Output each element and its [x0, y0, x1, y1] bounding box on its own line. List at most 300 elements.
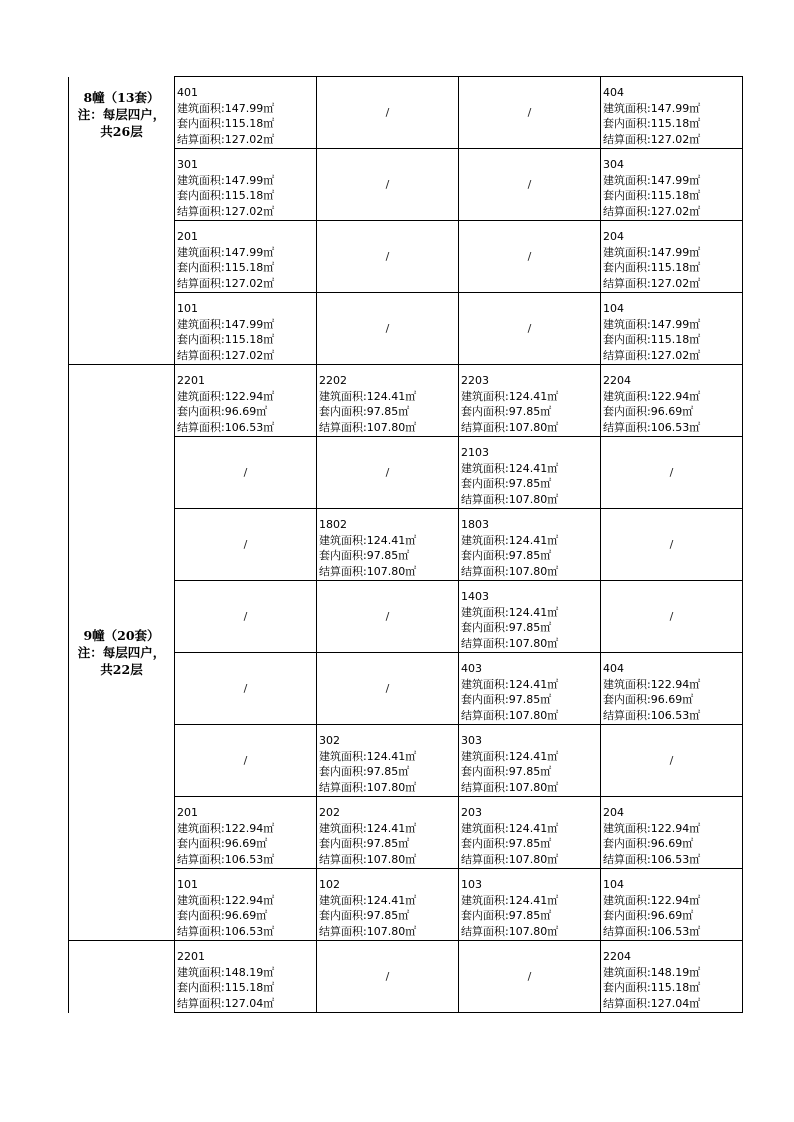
unit-cell: [459, 437, 601, 509]
empty-unit-slash: /: [243, 537, 248, 551]
settlement-area-label: 结算面积:: [603, 924, 651, 938]
building-area-value: 124.41㎡: [366, 533, 417, 547]
building-area: [461, 461, 600, 477]
building-label-cell: [69, 941, 175, 1013]
empty-unit-slash: /: [243, 753, 248, 767]
building-area: [461, 533, 600, 549]
unit-info: [459, 509, 600, 579]
settlement-area-value: 107.80㎡: [508, 924, 559, 938]
inner-area: [461, 548, 600, 564]
settlement-area-value: 106.53㎡: [650, 924, 701, 938]
inner-area-label: 套内面积:: [177, 261, 225, 274]
settlement-area: [177, 348, 316, 364]
building-area-label: 建筑面积:: [603, 245, 651, 259]
inner-area: [177, 980, 316, 996]
settlement-area: [177, 204, 316, 220]
empty-unit-slash: /: [669, 465, 674, 479]
inner-area: [177, 836, 316, 852]
building-area: [319, 821, 458, 837]
unit-cell: [459, 221, 601, 293]
building-area: [177, 965, 316, 981]
unit-info: [601, 941, 742, 1011]
unit-info: [175, 221, 316, 291]
inner-area-value: 96.69㎡: [650, 693, 694, 706]
settlement-area-value: 127.04㎡: [224, 996, 275, 1010]
inner-area-value: 115.18㎡: [224, 333, 275, 346]
unit-cell: [317, 149, 459, 221]
inner-area-label: 套内面积:: [461, 765, 509, 778]
building-area-label: 建筑面积:: [319, 533, 367, 547]
unit-number: 302: [319, 734, 340, 747]
settlement-area-label: 结算面积:: [319, 852, 367, 866]
empty-unit-slash: /: [527, 249, 532, 263]
inner-area-value: 97.85㎡: [366, 837, 410, 850]
unit-cell: [601, 653, 743, 725]
building-area: [603, 389, 742, 405]
unit-cell: [601, 221, 743, 293]
building-area-label: 建筑面积:: [177, 245, 225, 259]
building-area-value: 124.41㎡: [508, 677, 559, 691]
building-area-value: 124.41㎡: [508, 749, 559, 763]
inner-area: [177, 116, 316, 132]
settlement-area: [461, 420, 600, 436]
building-area-label: 建筑面积:: [177, 101, 225, 115]
empty-unit-slash: /: [669, 537, 674, 551]
unit-number: 204: [603, 806, 624, 819]
unit-info: [601, 653, 742, 723]
inner-area-value: 115.18㎡: [650, 189, 701, 202]
inner-area-label: 套内面积:: [319, 549, 367, 562]
building-area: [461, 893, 600, 909]
building-area-label: 建筑面积:: [603, 893, 651, 907]
unit-cell: [601, 509, 743, 581]
unit-cell: [459, 149, 601, 221]
unit-number: 101: [177, 302, 198, 315]
inner-area-value: 96.69㎡: [224, 837, 268, 850]
inner-area-label: 套内面积:: [603, 693, 651, 706]
unit-number: 2202: [319, 374, 347, 387]
settlement-area-value: 127.02㎡: [650, 276, 701, 290]
building-area-label: 建筑面积:: [461, 533, 509, 547]
inner-area-value: 97.85㎡: [508, 549, 552, 562]
unit-info: [175, 941, 316, 1011]
unit-number: 303: [461, 734, 482, 747]
building-area: [603, 821, 742, 837]
settlement-area-value: 107.80㎡: [366, 420, 417, 434]
unit-cell: [317, 437, 459, 509]
building-area-value: 124.41㎡: [366, 821, 417, 835]
unit-cell: [601, 869, 743, 941]
building-area: [461, 677, 600, 693]
building-area: [177, 101, 316, 117]
building-area-value: 124.41㎡: [366, 749, 417, 763]
building-area: [461, 389, 600, 405]
inner-area-value: 97.85㎡: [508, 909, 552, 922]
inner-area-label: 套内面积:: [319, 405, 367, 418]
building-area: [319, 533, 458, 549]
unit-cell: [317, 797, 459, 869]
settlement-area-label: 结算面积:: [603, 348, 651, 362]
settlement-area-value: 106.53㎡: [224, 420, 275, 434]
inner-area-label: 套内面积:: [319, 909, 367, 922]
building-label: [69, 627, 174, 678]
settlement-area: [603, 276, 742, 292]
settlement-area: [603, 204, 742, 220]
unit-info: [175, 797, 316, 867]
unit-cell: [175, 653, 317, 725]
building-area-value: 124.41㎡: [508, 821, 559, 835]
unit-cell: [175, 797, 317, 869]
settlement-area: [461, 924, 600, 940]
inner-area-label: 套内面积:: [177, 909, 225, 922]
building-area: [177, 893, 316, 909]
building-area: [603, 245, 742, 261]
building-area-value: 124.41㎡: [366, 893, 417, 907]
unit-cell: [317, 365, 459, 437]
inner-area-value: 115.18㎡: [650, 333, 701, 346]
empty-unit-slash: /: [385, 465, 390, 479]
inner-area-value: 97.85㎡: [508, 477, 552, 490]
building-area-label: 建筑面积:: [177, 965, 225, 979]
settlement-area-value: 106.53㎡: [650, 708, 701, 722]
unit-number: 104: [603, 302, 624, 315]
unit-number: 102: [319, 878, 340, 891]
building-area-value: 124.41㎡: [508, 893, 559, 907]
empty-unit-slash: /: [669, 609, 674, 623]
settlement-area-value: 106.53㎡: [224, 852, 275, 866]
unit-cell: [459, 725, 601, 797]
empty-unit-slash: /: [385, 969, 390, 983]
unit-cell: [459, 509, 601, 581]
unit-info: [601, 221, 742, 291]
unit-cell: [175, 77, 317, 149]
settlement-area-label: 结算面积:: [461, 564, 509, 578]
building-area: [177, 389, 316, 405]
inner-area-value: 97.85㎡: [366, 909, 410, 922]
building-area: [461, 605, 600, 621]
unit-area-table: [68, 76, 743, 1013]
building-area-value: 124.41㎡: [508, 605, 559, 619]
unit-cell: [175, 509, 317, 581]
building-area-label: 建筑面积:: [603, 173, 651, 187]
unit-cell: [459, 869, 601, 941]
settlement-area-label: 结算面积:: [461, 420, 509, 434]
unit-number: 204: [603, 230, 624, 243]
unit-info: [601, 869, 742, 939]
empty-unit-slash: /: [243, 465, 248, 479]
inner-area-value: 97.85㎡: [508, 405, 552, 418]
building-area: [319, 893, 458, 909]
building-area-value: 122.94㎡: [650, 893, 701, 907]
unit-info: [175, 869, 316, 939]
settlement-area-value: 127.02㎡: [650, 348, 701, 362]
unit-info: [601, 293, 742, 363]
settlement-area-label: 结算面积:: [319, 420, 367, 434]
building-area-label: 建筑面积:: [461, 821, 509, 835]
settlement-area-value: 106.53㎡: [650, 852, 701, 866]
inner-area-value: 97.85㎡: [508, 621, 552, 634]
settlement-area-label: 结算面积:: [177, 348, 225, 362]
unit-info: [459, 797, 600, 867]
unit-info: [317, 509, 458, 579]
unit-cell: [601, 293, 743, 365]
settlement-area: [603, 708, 742, 724]
building-area-value: 124.41㎡: [508, 533, 559, 547]
inner-area-value: 97.85㎡: [366, 765, 410, 778]
empty-unit-slash: /: [385, 177, 390, 191]
inner-area: [603, 908, 742, 924]
inner-area: [177, 404, 316, 420]
settlement-area-value: 127.02㎡: [224, 132, 275, 146]
building-area-label: 建筑面积:: [461, 893, 509, 907]
inner-area: [319, 404, 458, 420]
settlement-area-value: 127.02㎡: [224, 276, 275, 290]
building-label-cell: [69, 365, 175, 941]
building-area: [461, 749, 600, 765]
building-area-label: 建筑面积:: [461, 749, 509, 763]
inner-area-value: 115.18㎡: [650, 117, 701, 130]
inner-area-value: 115.18㎡: [650, 261, 701, 274]
unit-info: [459, 437, 600, 507]
building-area: [177, 317, 316, 333]
inner-area: [319, 836, 458, 852]
building-area: [603, 173, 742, 189]
empty-unit-slash: /: [385, 105, 390, 119]
unit-cell: [459, 941, 601, 1013]
settlement-area: [177, 852, 316, 868]
settlement-area-value: 106.53㎡: [224, 924, 275, 938]
building-area-value: 148.19㎡: [224, 965, 275, 979]
inner-area: [177, 188, 316, 204]
settlement-area-label: 结算面积:: [461, 780, 509, 794]
settlement-area-value: 107.80㎡: [366, 780, 417, 794]
settlement-area: [177, 996, 316, 1012]
inner-area-label: 套内面积:: [177, 837, 225, 850]
unit-cell: [459, 77, 601, 149]
building-area-label: 建筑面积:: [319, 749, 367, 763]
building-area: [177, 173, 316, 189]
empty-unit-slash: /: [527, 177, 532, 191]
unit-number: 404: [603, 86, 624, 99]
inner-area-label: 套内面积:: [177, 189, 225, 202]
building-area: [177, 245, 316, 261]
unit-number: 404: [603, 662, 624, 675]
unit-number: 201: [177, 230, 198, 243]
building-area-value: 147.99㎡: [224, 317, 275, 331]
inner-area-value: 115.18㎡: [650, 981, 701, 994]
inner-area-value: 115.18㎡: [224, 981, 275, 994]
building-area-value: 147.99㎡: [650, 245, 701, 259]
inner-area: [603, 836, 742, 852]
settlement-area-label: 结算面积:: [461, 852, 509, 866]
settlement-area-value: 127.04㎡: [650, 996, 701, 1010]
settlement-area-value: 127.02㎡: [650, 132, 701, 146]
unit-cell: [175, 725, 317, 797]
inner-area-value: 97.85㎡: [366, 405, 410, 418]
unit-info: [459, 653, 600, 723]
unit-cell: [175, 869, 317, 941]
settlement-area: [461, 780, 600, 796]
building-area: [461, 821, 600, 837]
unit-cell: [459, 653, 601, 725]
settlement-area-label: 结算面积:: [461, 924, 509, 938]
unit-number: 1403: [461, 590, 489, 603]
inner-area-value: 96.69㎡: [650, 405, 694, 418]
settlement-area: [603, 348, 742, 364]
building-area-label: 建筑面积:: [603, 389, 651, 403]
inner-area-label: 套内面积:: [603, 333, 651, 346]
building-area-label: 建筑面积:: [461, 461, 509, 475]
building-area-label: 建筑面积:: [603, 965, 651, 979]
unit-number: 401: [177, 86, 198, 99]
unit-info: [175, 293, 316, 363]
building-area-value: 124.41㎡: [508, 389, 559, 403]
inner-area: [319, 908, 458, 924]
settlement-area-label: 结算面积:: [603, 420, 651, 434]
building-area-value: 148.19㎡: [650, 965, 701, 979]
settlement-area: [603, 420, 742, 436]
unit-info: [317, 365, 458, 435]
building-area-value: 122.94㎡: [224, 389, 275, 403]
inner-area: [461, 620, 600, 636]
building-area: [603, 317, 742, 333]
unit-cell: [601, 581, 743, 653]
empty-unit-slash: /: [527, 105, 532, 119]
settlement-area-label: 结算面积:: [177, 420, 225, 434]
settlement-area: [319, 420, 458, 436]
unit-info: [317, 797, 458, 867]
unit-info: [459, 365, 600, 435]
unit-cell: [317, 509, 459, 581]
settlement-area-label: 结算面积:: [177, 924, 225, 938]
unit-info: [601, 365, 742, 435]
unit-cell: [175, 365, 317, 437]
building-area-label: 建筑面积:: [603, 821, 651, 835]
unit-cell: [175, 437, 317, 509]
settlement-area-label: 结算面积:: [603, 852, 651, 866]
building-area-label: 建筑面积:: [177, 173, 225, 187]
settlement-area: [461, 636, 600, 652]
building-area: [603, 893, 742, 909]
settlement-area: [319, 780, 458, 796]
settlement-area-value: 107.80㎡: [366, 564, 417, 578]
building-label-line: 共26层: [100, 123, 143, 139]
building-area-value: 124.41㎡: [508, 461, 559, 475]
empty-unit-slash: /: [669, 753, 674, 767]
inner-area: [177, 332, 316, 348]
settlement-area-label: 结算面积:: [603, 204, 651, 218]
building-area-label: 建筑面积:: [319, 389, 367, 403]
unit-number: 2103: [461, 446, 489, 459]
settlement-area-label: 结算面积:: [461, 708, 509, 722]
table-row: [69, 941, 743, 1013]
inner-area: [603, 188, 742, 204]
inner-area: [603, 692, 742, 708]
inner-area: [603, 332, 742, 348]
unit-number: 301: [177, 158, 198, 171]
unit-info: [601, 77, 742, 147]
inner-area: [461, 908, 600, 924]
unit-cell: [459, 797, 601, 869]
building-label: [69, 77, 174, 140]
inner-area-label: 套内面积:: [177, 981, 225, 994]
unit-cell: [175, 221, 317, 293]
inner-area: [319, 764, 458, 780]
settlement-area-value: 106.53㎡: [650, 420, 701, 434]
settlement-area-value: 107.80㎡: [508, 708, 559, 722]
inner-area: [461, 764, 600, 780]
unit-info: [459, 869, 600, 939]
building-area-value: 147.99㎡: [224, 245, 275, 259]
settlement-area: [461, 492, 600, 508]
inner-area-label: 套内面积:: [461, 549, 509, 562]
settlement-area-value: 107.80㎡: [508, 564, 559, 578]
settlement-area-value: 107.80㎡: [366, 924, 417, 938]
inner-area: [461, 476, 600, 492]
unit-cell: [601, 149, 743, 221]
unit-number: 403: [461, 662, 482, 675]
settlement-area-label: 结算面积:: [603, 708, 651, 722]
building-area: [319, 749, 458, 765]
unit-cell: [317, 869, 459, 941]
inner-area-label: 套内面积:: [461, 405, 509, 418]
unit-cell: [601, 437, 743, 509]
unit-number: 103: [461, 878, 482, 891]
settlement-area-value: 107.80㎡: [508, 780, 559, 794]
settlement-area-label: 结算面积:: [603, 132, 651, 146]
unit-info: [601, 797, 742, 867]
settlement-area-label: 结算面积:: [461, 636, 509, 650]
unit-number: 1802: [319, 518, 347, 531]
inner-area-label: 套内面积:: [461, 477, 509, 490]
unit-cell: [601, 725, 743, 797]
unit-number: 2204: [603, 374, 631, 387]
settlement-area-value: 107.80㎡: [508, 492, 559, 506]
inner-area-label: 套内面积:: [461, 837, 509, 850]
unit-number: 2201: [177, 950, 205, 963]
inner-area: [461, 692, 600, 708]
inner-area-value: 97.85㎡: [366, 549, 410, 562]
unit-cell: [459, 365, 601, 437]
inner-area: [603, 980, 742, 996]
inner-area-value: 115.18㎡: [224, 261, 275, 274]
building-area-value: 147.99㎡: [650, 173, 701, 187]
inner-area: [461, 404, 600, 420]
unit-cell: [459, 293, 601, 365]
unit-number: 2203: [461, 374, 489, 387]
settlement-area-label: 结算面积:: [177, 852, 225, 866]
unit-info: [175, 149, 316, 219]
table-row: [69, 365, 743, 437]
unit-number: 104: [603, 878, 624, 891]
settlement-area: [461, 708, 600, 724]
building-label-line: 注：每层四户，: [77, 106, 166, 122]
settlement-area-label: 结算面积:: [603, 276, 651, 290]
unit-number: 1803: [461, 518, 489, 531]
inner-area-value: 115.18㎡: [224, 189, 275, 202]
inner-area-label: 套内面积:: [603, 981, 651, 994]
settlement-area-label: 结算面积:: [177, 996, 225, 1010]
inner-area-value: 96.69㎡: [224, 909, 268, 922]
unit-number: 2204: [603, 950, 631, 963]
inner-area-value: 96.69㎡: [650, 909, 694, 922]
inner-area-label: 套内面积:: [603, 909, 651, 922]
settlement-area: [603, 132, 742, 148]
inner-area-label: 套内面积:: [319, 837, 367, 850]
building-area-value: 122.94㎡: [650, 389, 701, 403]
unit-cell: [317, 725, 459, 797]
unit-cell: [175, 941, 317, 1013]
